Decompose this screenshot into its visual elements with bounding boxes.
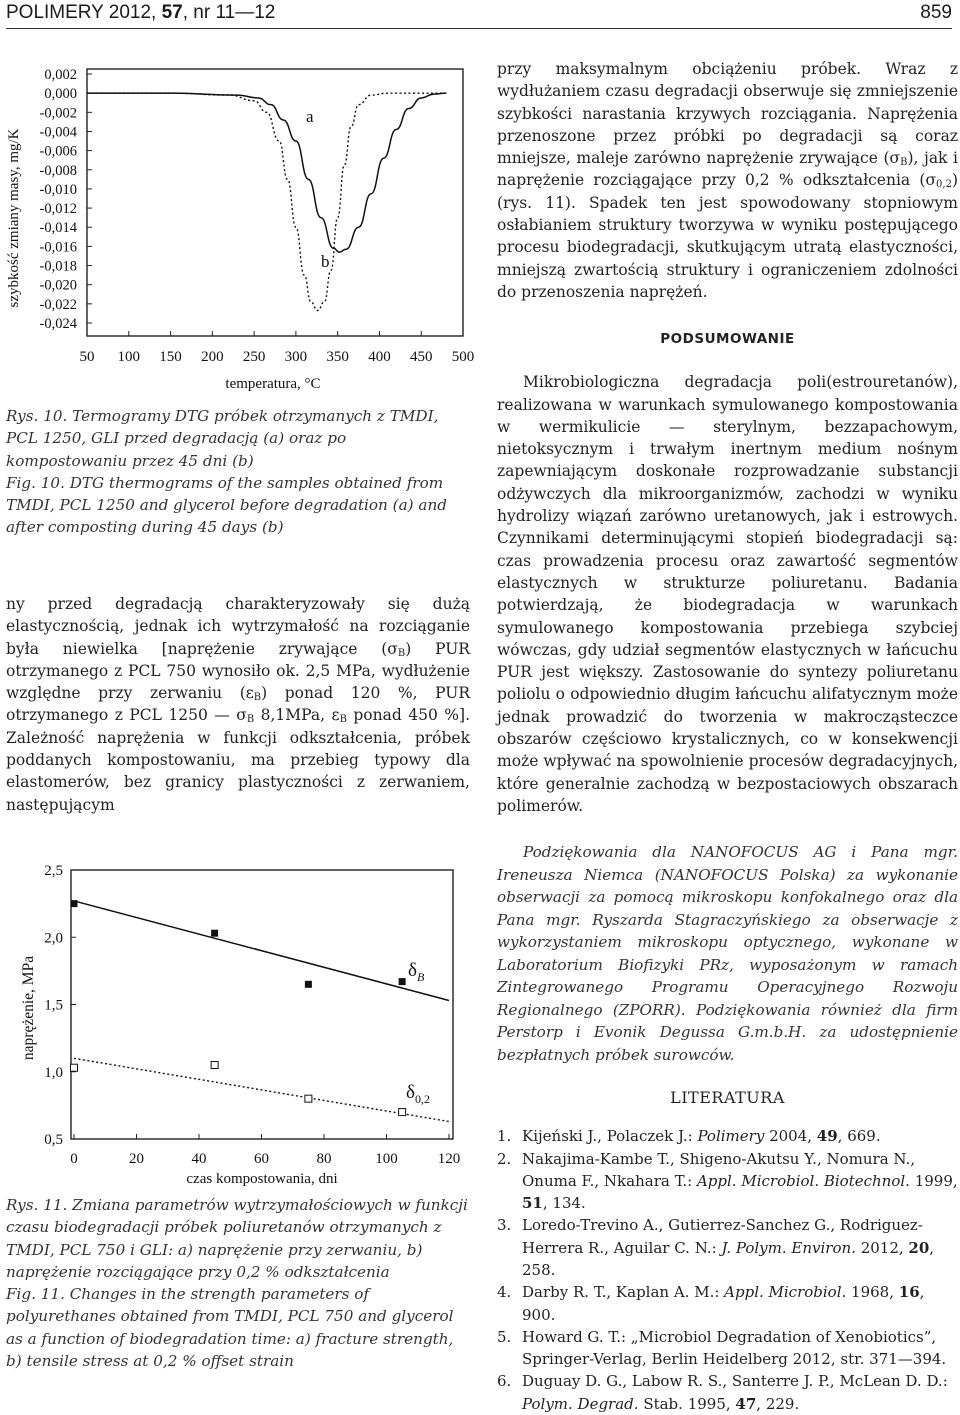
data-point-sigma-b: [305, 981, 312, 988]
x-tick-label: 60: [254, 1151, 269, 1167]
summary-title: PODSUMOWANIE: [660, 331, 795, 348]
y-tick-label: -0,002: [39, 105, 77, 122]
y-tick-label: -0,006: [39, 143, 77, 160]
x-tick-label: 200: [201, 349, 224, 365]
y-tick-label: -0,018: [39, 258, 77, 275]
x-tick-label: 500: [451, 349, 475, 365]
x-tick-label: 350: [326, 349, 349, 365]
x-tick-label: 250: [242, 349, 266, 365]
reference-item: 3. Loredo-Trevino A., Gutierrez-Sanchez G., Rodriguez-Herrera R., Aguilar C. N.: J. Polym. Environ. 2012, 20, 258.: [497, 1216, 935, 1279]
y-tick-label: -0,008: [39, 162, 77, 179]
y-tick-label: -0,012: [39, 201, 77, 218]
y-tick-label: -0,020: [39, 277, 77, 294]
y-tick-label: -0,004: [39, 124, 77, 141]
data-point-sigma-b: [399, 978, 406, 985]
summary-text: Mikrobiologiczna degradacja poli(estrouretanów), realizowana w warunkach symulowanego kompostowania w wermikulicie — sterylnym, bezzapachowym, nietoksycznym i trwałym inertnym medium nośnym zapewniającym doskonałe rozprowadzanie substancji odżywczych dla mikroorganizmów, zachodzi w wyniku hydrolizy wiązań zarówno uretanowych, jak i estrowych. Czynnikami determinującymi stopień biodegradacji są: czas prowadzenia procesu oraz zawartość segmentów elastycznych w strukturze poliuretanu. Badania potwierdzają, że biodegradacja w warunkach symulowanego kompostowania przebiega szybciej wówczas, gdy udział segmentów elastycznych w łańcuchu PUR jest większy. Zastosowanie do syntezy poliuretanu poliolu o odpowiednio długim łańcuchu alifatycznym może jednak prowadzić do tworzenia w makrocząsteczce obszarów częściowo krystalicznych, co w konsekwencji może wpływać na spowolnienie procesów degradacyjnych, które generalnie zachodzą w bezpostaciowych obszarach polimerów.: [497, 373, 958, 815]
strength-chart: [0, 858, 480, 1188]
data-point-sigma-02: [305, 1095, 312, 1102]
references-title: LITERATURA: [670, 1088, 785, 1108]
reference-item: 4. Darby R. T., Kaplan A. M.: Appl. Microbiol. 1968, 16, 900.: [497, 1283, 925, 1324]
figure-10-caption: [6, 405, 470, 539]
x-tick-label: 400: [368, 349, 391, 365]
right-body-text: przy maksymalnym obciążeniu próbek. Wraz z wydłużaniem czasu degradacji obserwuje się zmniejszenie szybkości narastania krzywych rozciągania. Naprężenia przenoszone przez próbki po degradacji są coraz mniejsze, maleje zarówno naprężenie zrywające $(\sigma_B)$, jak i naprężenie rozciągające przy 0,2 % odkształcenia $(\sigma_{0,2})$ (rys. 11). Spadek ten jest spowodowany stopniowym osłabianiem struktury tworzywa w wyniku postępującego procesu biodegradacji, skutkującym utratą elastyczności, mniejszą zwartością struktury i ograniczeniem zdolności do przenoszenia naprężeń.: [497, 60, 958, 301]
fit-line-sigma-b: [74, 901, 449, 1001]
reference-item: 2. Nakajima-Kambe T., Shigeno-Akutsu Y., Nomura N., Onuma F., Nkahara T.: Appl. Microbiol. Biotechnol. 1999, 51, 134.: [497, 1149, 958, 1213]
figure-11: [0, 858, 480, 1188]
x-tick-label: 100: [117, 349, 141, 365]
reference-item: 6. Duguay D. G., Labow R. S., Santerre J. P., McLean D. D.: Polym. Degrad. Stab. 1995, 47, 229.: [497, 1372, 948, 1413]
y-axis-label: naprężenie, MPa: [20, 955, 37, 1061]
references-list: [497, 1125, 958, 1415]
x-tick-label: 150: [159, 349, 182, 365]
y-tick-label: 0,002: [44, 67, 77, 83]
data-point-sigma-b: [211, 930, 218, 937]
reference-item: 1. Kijeński J., Polaczek J.: Polimery 2004, 49, 669.: [497, 1127, 881, 1146]
right-column: [497, 58, 958, 1415]
plot-frame: [71, 870, 453, 1139]
y-tick-label: -0,022: [39, 296, 77, 313]
fit-line-sigma-02: [74, 1058, 449, 1121]
x-tick-label: 20: [129, 1151, 144, 1167]
y-tick-label: 2,0: [44, 930, 63, 947]
dtg-chart: [0, 58, 480, 398]
page-header: [6, 2, 952, 29]
reference-item: 5. Howard G. T.: „Microbiol Degradation of Xenobiotics”, Springer-Verlag, Berlin Heidelberg 2012, str. 371—394.: [497, 1327, 947, 1369]
y-tick-label: -0,014: [39, 220, 77, 237]
page-number: 859: [920, 2, 952, 23]
caption-pl: Rys. 10. Termogramy DTG próbek otrzymanych z TMDI, PCL 1250, GLI przed degradacją (a) oraz po kompostowaniu przez 45 dni (b): [6, 407, 439, 470]
x-axis-label: czas kompostowania, dni: [186, 1171, 338, 1187]
x-tick-label: 450: [409, 349, 433, 365]
curve-label-b: b: [321, 252, 330, 271]
dtg-curve-a: [87, 93, 446, 252]
x-tick-label: 80: [316, 1151, 332, 1167]
y-tick-label: -0,010: [39, 181, 77, 198]
y-tick-label: -0,016: [39, 239, 77, 256]
x-tick-label: 300: [284, 349, 308, 365]
x-tick-label: 0: [70, 1151, 78, 1167]
data-point-sigma-02: [399, 1109, 406, 1116]
y-tick-label: 0,000: [44, 86, 77, 103]
series-label-sigma-b: $\delta_B$: [408, 960, 425, 984]
journal-info: POLIMERY 2012, 57, nr 11—12: [6, 2, 276, 23]
x-tick-label: 120: [437, 1151, 461, 1167]
x-tick-label: 50: [79, 349, 95, 365]
y-tick-label: 1,5: [44, 997, 63, 1014]
y-tick-label: 2,5: [44, 863, 63, 879]
dtg-curve-b: [87, 93, 446, 310]
x-tick-label: 40: [191, 1151, 207, 1167]
y-tick-label: 1,0: [44, 1064, 63, 1081]
figure-11-caption: [6, 1194, 470, 1372]
y-axis-label: szybkość zmiany masy, mg/K: [6, 128, 22, 308]
y-tick-label: -0,024: [39, 316, 77, 332]
data-point-sigma-02: [211, 1062, 218, 1069]
series-label-sigma-02: $\delta_{0,2}$: [406, 1082, 430, 1106]
data-point-sigma-b: [71, 900, 78, 907]
caption-pl: Rys. 11. Zmiana parametrów wytrzymałościowych w funkcji czasu biodegradacji próbek poliuretanów otrzymanych z TMDI, PCL 750 i GLI: a) naprężenie przy zerwaniu, b) naprężenie rozciągające przy 0,2 % odkształcenia: [6, 1196, 468, 1281]
data-point-sigma-02: [71, 1064, 78, 1071]
x-axis-label: temperatura, °C: [225, 376, 321, 392]
y-tick-label: 0,5: [44, 1132, 63, 1148]
acknowledgement: Podziękowania dla NANOFOCUS AG i Pana mgr. Ireneusza Niemca (NANOFOCUS Polska) za wykonanie obserwacji za pomocą mikroskopu konfokalnego oraz dla Pana mgr. Ryszarda Stagraczyńskiego za obserwacje z wykorzystaniem mikroskopu optycznego, wykonane w Laboratorium Biofizyki PRz, wyposażonym w ramach Zintegrowanego Programu Operacyjnego Rozwoju Regionalnego (ZPORR). Podziękowania również dla firm Perstorp i Evonik Degussa G.m.b.H. za udostępnienie bezpłatnych próbek surowców.: [497, 843, 958, 1064]
caption-en: Fig. 10. DTG thermograms of the samples obtained from TMDI, PCL 1250 and glycerol before degradation (a) and after composting during 45 days (b): [6, 473, 447, 537]
left-body-text: ny przed degradacją charakteryzowały się dużą elastycznością, jednak ich wytrzymałość na rozciąganie była niewielka [naprężenie zrywające $(\sigma_B)$ PUR otrzymanego z PCL 750 wynosiło ok. 2,5 MPa, wydłużenie względne przy zerwaniu $(\varepsilon_B)$ ponad 120 %, PUR otrzymanego z PCL 1250 — $\sigma_B$ 8,1MPa, $\varepsilon_B$ ponad 450 %]. Zależność naprężenia w funkcji odkształcenia, próbek poddanych kompostowaniu, ma przebieg typowy dla elastomerów, bez granicy plastyczności z zerwaniem, następującym: [6, 595, 470, 814]
caption-en: Fig. 11. Changes in the strength parameters of polyurethanes obtained from TMDI, PCL 750 and glycerol as a function of biodegradation time: a) fracture strength, b) tensile stress at 0,2 % offset strain: [6, 1285, 454, 1371]
curve-label-a: a: [306, 107, 314, 126]
x-tick-label: 100: [375, 1151, 398, 1167]
figure-10: [0, 58, 480, 398]
